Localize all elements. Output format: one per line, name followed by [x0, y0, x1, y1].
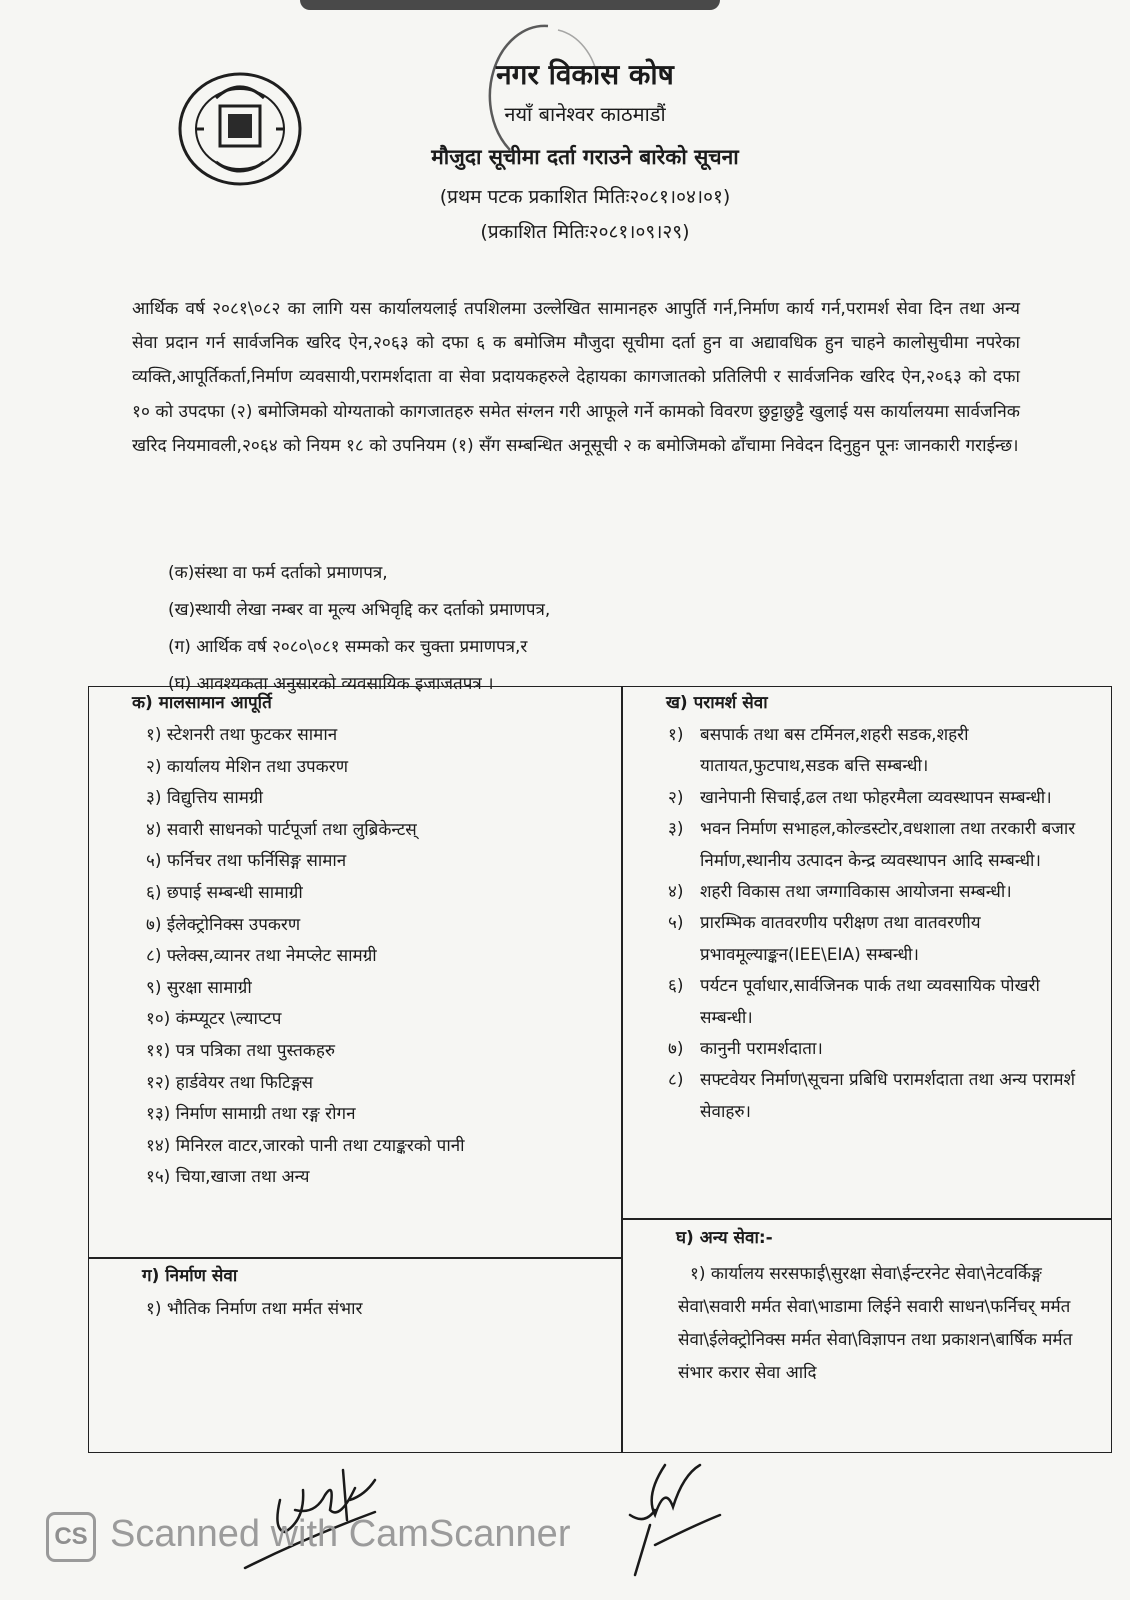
construction-section-title: ग) निर्माण सेवा	[142, 1266, 238, 1286]
list-item: (ख)स्थायी लेखा नम्बर वा मूल्य अभिवृद्दि कर दर्ताको प्रमाणपत्र,	[168, 600, 551, 620]
notice-body: आर्थिक वर्ष २०८१\०८२ का लागि यस कार्यालयलाई तपशिलमा उल्लेखित सामानहरु आपुर्ति गर्न,निर्माण कार्य गर्न,परामर्श सेवा दिन तथा अन्य सेवा प्रदान गर्न सार्वजनिक खरिद ऐन,२०६३ को दफा ६ क बमोजिम मौजुदा सूचीमा दर्ता हुन वा अद्यावधिक हुन चाहने कालोसुचीमा नपरेका व्यक्ति,आपूर्तिकर्ता,निर्माण व्यवसायी,परामर्शदाता वा सेवा प्रदायकहरुले देहायका कागजातको प्रतिलिपी र सार्वजनिक खरिद ऐन,२०६३ को दफा १० को उपदफा (२) बमोजिमको योग्यताको कागजातहरु समेत संग्लन गरी आफूले गर्ने कामको विवरण छुट्टाछुट्टै खुलाई यस कार्यालयमा सार्वजनिक खरिद नियमावली,२०६४ को नियम १८ को उपनियम (१) सँग सम्बन्धित अनूसूची २ क बमोजिमको ढाँचामा निवेदन दिनुहुन पूनः जानकारी गराईन्छ।	[132, 299, 1020, 456]
item-text: खानेपानी सिचाई,ढल तथा फोहरमैला व्यवस्थापन सम्बन्धी।	[700, 787, 1052, 808]
list-item: (ग) आर्थिक वर्ष २०८०\०८१ सम्मको कर चुक्ता प्रमाणपत्र,र	[168, 637, 528, 657]
signature-right	[625, 1455, 735, 1580]
item-number: ८)	[668, 1070, 684, 1091]
item-number: ७)	[668, 1039, 684, 1060]
notice-title: मौजुदा सूचीमा दर्ता गराउने बारेको सूचना	[431, 145, 739, 169]
first-published-date: (प्रथम पटक प्रकाशित मितिः२०८१।०४।०१)	[439, 186, 731, 208]
list-item: ११) पत्र पत्रिका तथा पुस्तकहरु	[146, 1040, 336, 1061]
list-item: ९) सुरक्षा सामाग्री	[146, 977, 252, 998]
item-number: ४)	[668, 882, 684, 903]
list-item: १३) निर्माण सामाग्री तथा रङ्ग रोगन	[146, 1104, 356, 1125]
consulting-section-title: ख) परामर्श सेवा	[666, 693, 768, 713]
other-services-text: १) कार्यालय सरसफाई\सुरक्षा सेवा\ईन्टरनेट सेवा\नेटवर्किङ्ग सेवा\सवारी मर्मत सेवा\भाडामा लिईने सवारी साधन\फर्निचर् मर्मत सेवा\ईलेक्ट्रोनिक्स मर्मत सेवा\विज्ञापन तथा प्रकाशन\बार्षिक मर्मत संभार करार सेवा आदि	[678, 1264, 1073, 1383]
item-number: ६)	[668, 976, 684, 997]
list-item: १०) कंम्प्यूटर \ल्याप्टप	[146, 1009, 282, 1030]
required-documents	[168, 555, 550, 703]
list-item: १) भौतिक निर्माण तथा मर्मत संभार	[146, 1299, 363, 1319]
item-text: शहरी विकास तथा जग्गाविकास आयोजना सम्बन्धी।	[700, 882, 1012, 903]
list-item: १४) मिनिरल वाटर,जारको पानी तथा टयाङ्करको पानी	[146, 1135, 465, 1156]
org-address: नयाँ बानेश्वर काठमाडौं	[504, 102, 666, 126]
item-number: १)	[668, 725, 684, 745]
construction-list	[146, 1293, 362, 1325]
list-item	[668, 1065, 1088, 1128]
item-text: भवन निर्माण सभाहल,कोल्डस्टोर,वधशाला तथा तरकारी बजार निर्माण,स्थानीय उत्पादन केन्द्र व्यवस्थापन आदि सम्बन्धी।	[700, 819, 1076, 871]
item-text: सफ्टवेयर निर्माण\सूचना प्रबिधि परामर्शदाता तथा अन्य परामर्श सेवाहरु।	[700, 1070, 1076, 1122]
list-item: (क)संस्था वा फर्म दर्ताको प्रमाणपत्र,	[168, 563, 388, 583]
list-item: ७) ईलेक्ट्रोनिक्स उपकरण	[146, 914, 301, 935]
item-text: कानुनी परामर्शदाता।	[700, 1039, 823, 1060]
item-text: प्रारम्भिक वातवरणीय परीक्षण तथा वातवरणीय प्रभावमूल्याङ्कन(IEE\EIA) सम्बन्धी।	[700, 913, 981, 965]
list-item: १२) हार्डवेयर तथा फिटिङ्गस	[146, 1072, 314, 1093]
camscanner-watermark: Scanned with CamScanner	[110, 1513, 571, 1555]
list-item: ६) छपाई सम्बन्धी सामाग्री	[146, 882, 303, 903]
list-item: १५) चिया,खाजा तथा अन्य	[146, 1167, 310, 1188]
table-divider	[88, 1257, 622, 1259]
consulting-list	[668, 720, 1088, 1128]
goods-list	[146, 720, 465, 1194]
list-item	[668, 1034, 1088, 1065]
list-item: ८) फ्लेक्स,व्यानर तथा नेमप्लेट सामग्री	[146, 946, 377, 967]
list-item: (घ) आवश्यकता अनुसारको व्यवसायिक इजाजतपत्र ।	[168, 674, 494, 694]
item-number: ५)	[668, 913, 684, 934]
goods-section-title: क) मालसामान आपूर्ति	[132, 693, 272, 713]
list-item	[668, 877, 1088, 908]
other-section-title: घ) अन्य सेवा:-	[676, 1228, 773, 1248]
published-date: (प्रकाशित मितिः२०८१।०९।२९)	[480, 221, 690, 243]
list-item	[668, 783, 1088, 814]
camscanner-logo: CS	[46, 1512, 96, 1562]
item-text: बसपार्क तथा बस टर्मिनल,शहरी सडक,शहरी यातायत,फुटपाथ,सडक बत्ति सम्बन्धी।	[700, 725, 969, 777]
item-number: ३)	[668, 819, 684, 840]
list-item: २) कार्यालय मेशिन तथा उपकरण	[146, 756, 348, 777]
list-item	[668, 908, 1088, 971]
item-text: पर्यटन पूर्वाधार,सार्वजिनक पार्क तथा व्यवसायिक पोखरी सम्बन्धी।	[700, 976, 1040, 1028]
list-item	[668, 720, 1088, 783]
org-title: नगर विकास कोष	[496, 58, 674, 91]
list-item: ३) विद्युत्तिय सामग्री	[146, 788, 263, 809]
list-item: १) स्टेशनरी तथा फुटकर सामान	[146, 725, 338, 745]
list-item: ५) फर्निचर तथा फर्निसिङ्ग सामान	[146, 851, 347, 872]
item-number: २)	[668, 787, 684, 808]
table-divider	[622, 1218, 1112, 1220]
table-divider	[621, 686, 623, 1453]
list-item: ४) सवारी साधनको पार्टपूर्जा तथा लुब्रिकेन्टस्	[146, 819, 417, 840]
scan-edge-shadow	[300, 0, 720, 10]
list-item	[668, 971, 1088, 1034]
list-item	[668, 814, 1088, 877]
